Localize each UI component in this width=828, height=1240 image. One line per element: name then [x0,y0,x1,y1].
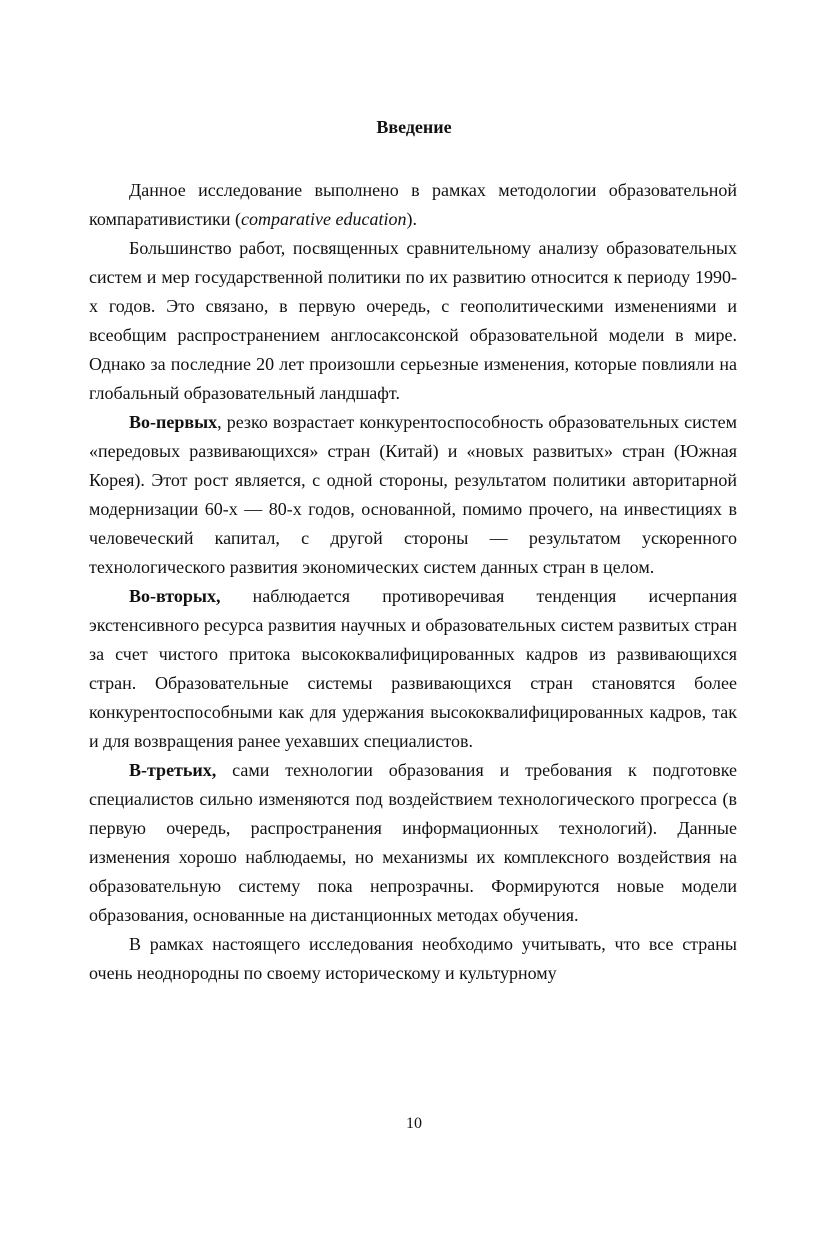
paragraph-context [89,234,737,408]
paragraph-intro-italic-term: comparative education [241,209,407,229]
paragraph-first-point-lead: Во-первых [129,412,218,432]
document-body [89,176,737,988]
paragraph-intro-text-before: Данное исследование выполнено в рамках методологии образовательной компаративистики ( [89,180,737,229]
paragraph-second-point-text: наблюдается противоречивая тенденция исчерпания экстенсивного ресурса развития научных и образовательных систем развитых стран за счет чистого притока высококвалифицированных кадров из развивающихся стран. Образовательные системы развивающихся стран становятся более конкурентоспособными как для удержания высококвалифицированных кадров, так и для возвращения ранее уехавших специалистов. [89,586,737,751]
paragraph-second-point-lead: Во-вторых, [129,586,221,606]
paragraph-second-point [89,582,737,756]
page-number: 10 [406,1115,422,1132]
paragraph-third-point-lead: В-третьих, [129,760,217,780]
paragraph-first-point-text: , резко возрастает конкурентоспособность образовательных систем «передовых развивающихся» стран (Китай) и «новых развитых» стран (Южная Корея). Этот рост является, с одной стороны, результатом политики авторитарной модернизации 60-х — 80-х годов, основанной, помимо прочего, на инвестициях в человеческий капитал, с другой стороны — результатом ускоренного технологического развития экономических систем данных стран в целом. [89,412,737,577]
paragraph-intro-text-after: ). [406,209,417,229]
paragraph-context-text: Большинство работ, посвященных сравнительному анализу образовательных систем и мер государственной политики по их развитию относится к периоду 1990-х годов. Это связано, в первую очередь, с геополитическими изменениями и всеобщим распространением англосаксонской образовательной модели в мире. Однако за последние 20 лет произошли серьезные изменения, которые повлияли на глобальный образовательный ландшафт. [89,238,737,403]
paragraph-closing [89,930,737,988]
paragraph-first-point [89,408,737,582]
paragraph-closing-text: В рамках настоящего исследования необходимо учитывать, что все страны очень неоднородны по своему историческому и культурному [89,934,737,983]
page-title: Введение [376,117,452,137]
paragraph-intro [89,176,737,234]
paragraph-third-point-text: сами технологии образования и требования к подготовке специалистов сильно изменяются под воздействием технологического прогресса (в первую очередь, распространения информационных технологий). Данные изменения хорошо наблюдаемы, но механизмы их комплексного воздействия на образовательную систему пока непрозрачны. Формируются новые модели образования, основанные на дистанционных методах обучения. [89,760,737,925]
paragraph-third-point [89,756,737,930]
